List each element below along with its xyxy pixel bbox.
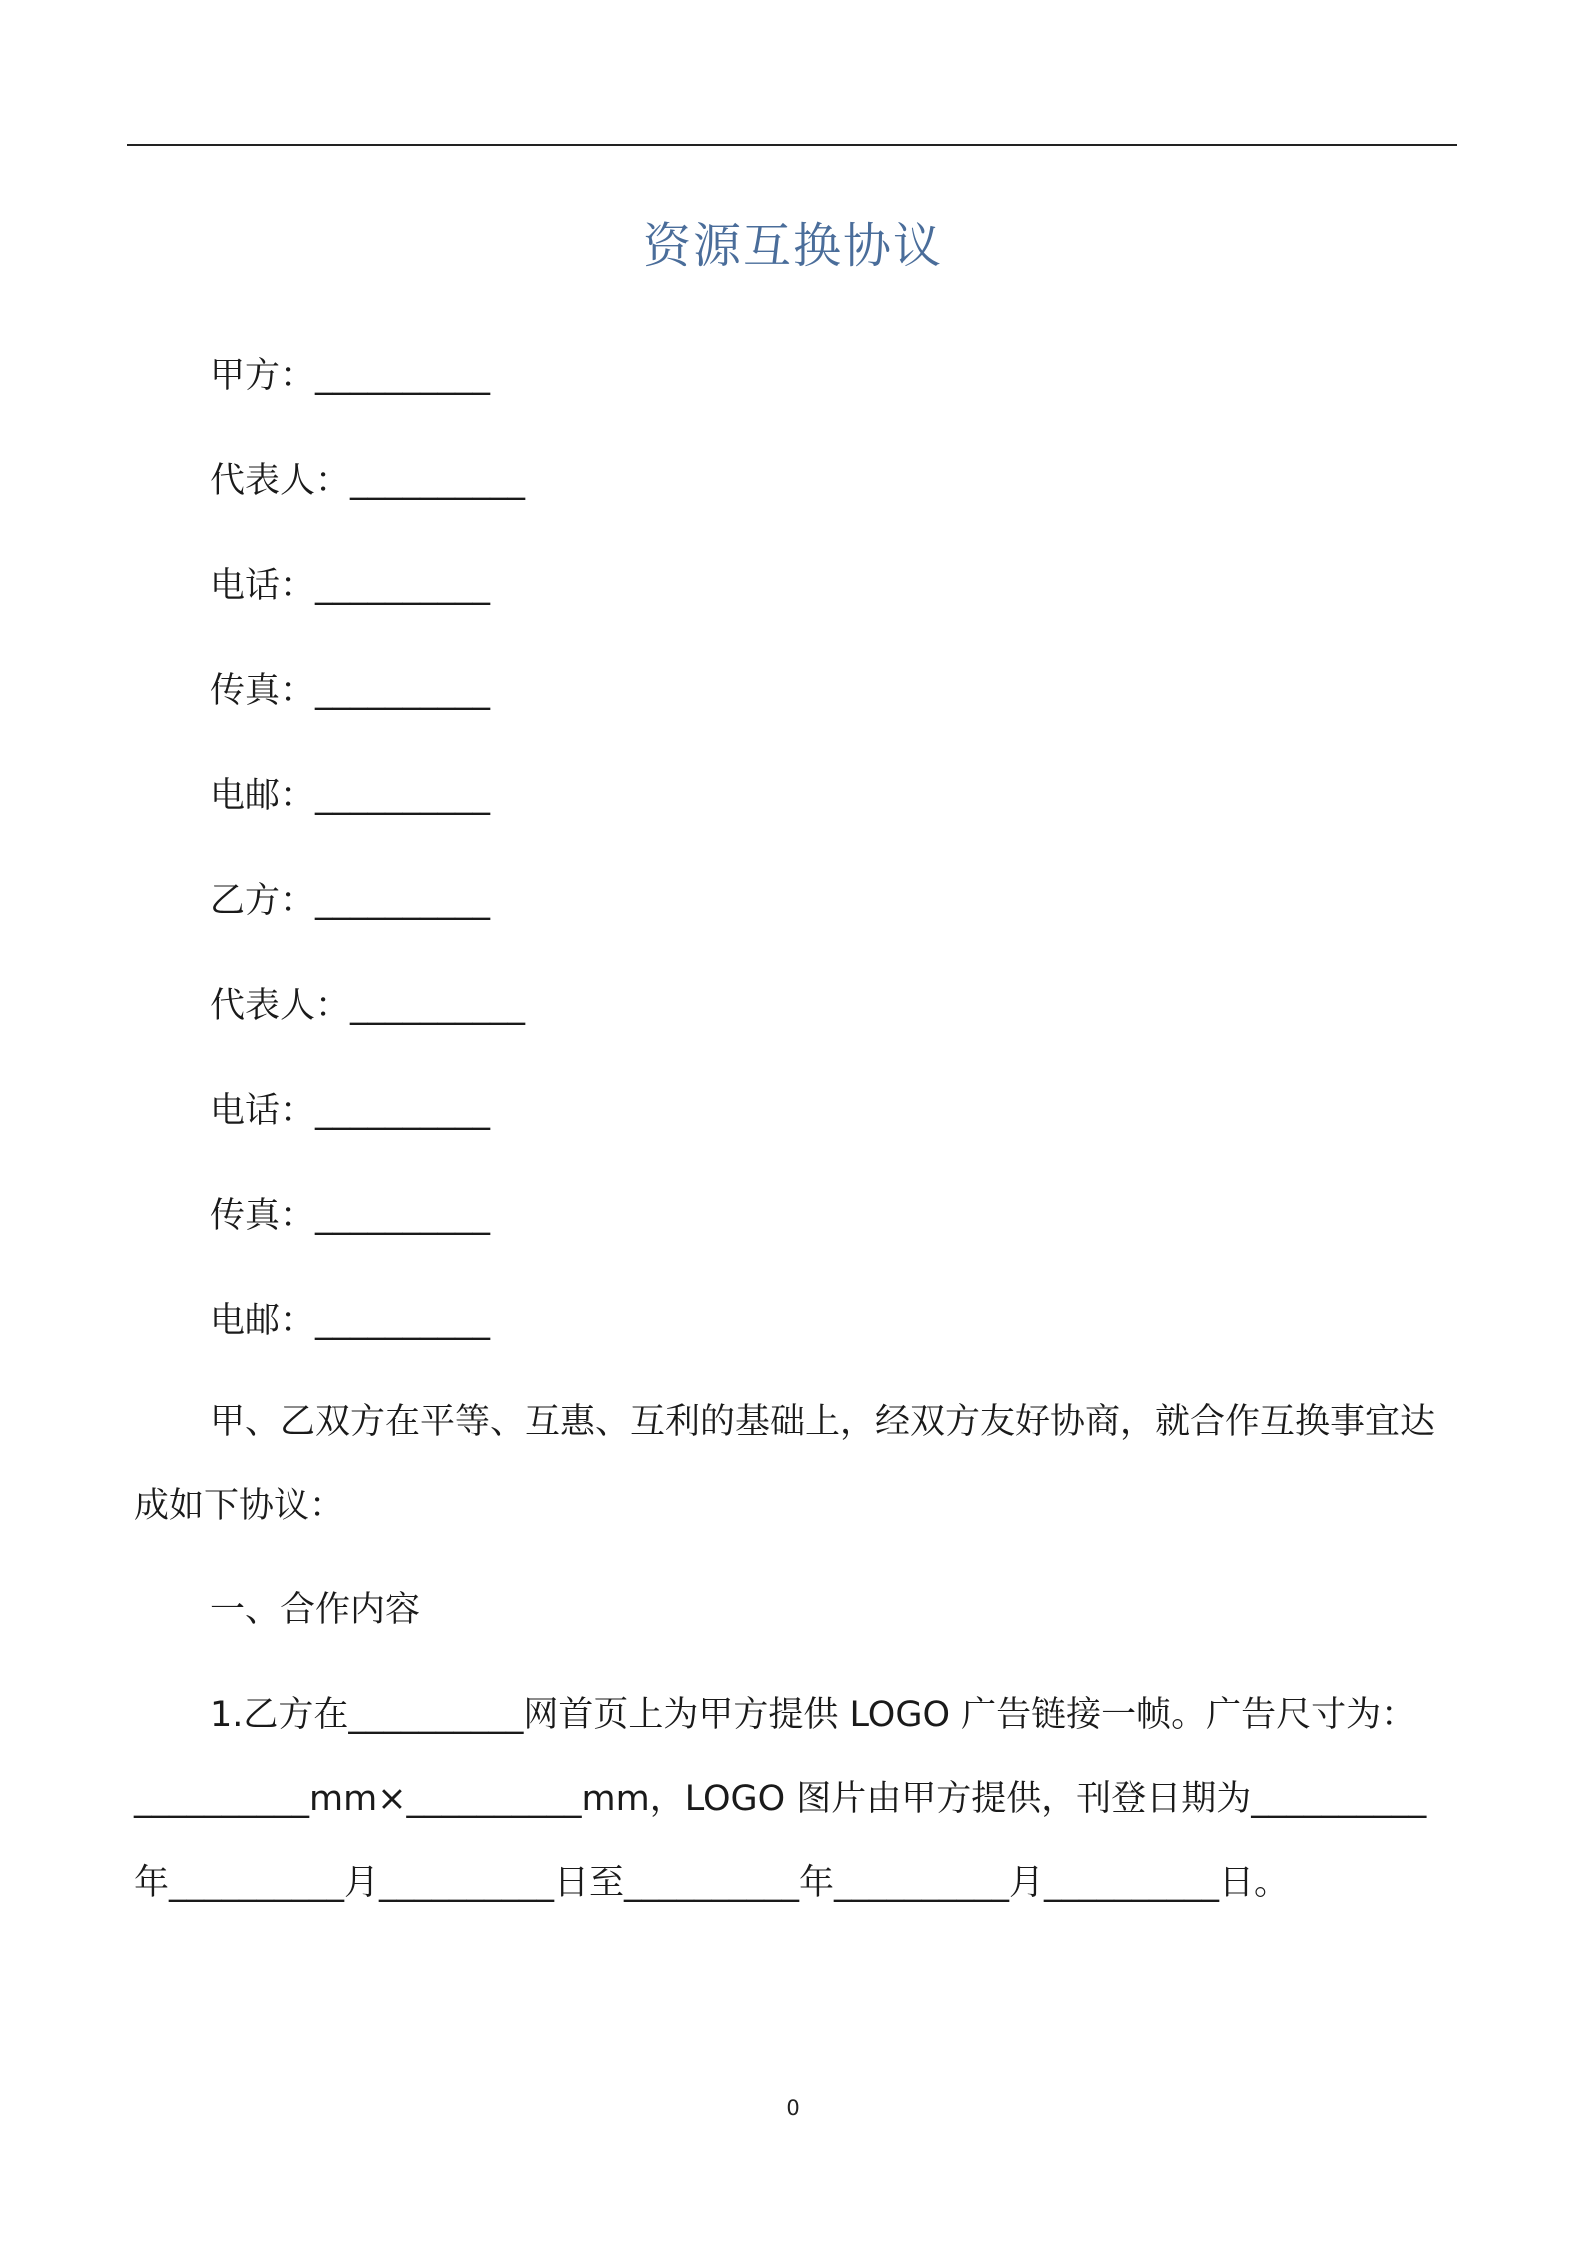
field-blank: __________ xyxy=(315,881,491,921)
field-blank: __________ xyxy=(315,1196,491,1236)
field-party-b-representative xyxy=(210,976,525,1081)
field-blank: __________ xyxy=(350,461,526,501)
field-blank: __________ xyxy=(315,566,491,606)
document-title: 资源互换协议 xyxy=(642,218,943,274)
field-label: 传真： xyxy=(210,1196,316,1236)
field-blank: __________ xyxy=(315,671,491,711)
section-heading-text: 一、合作内容 xyxy=(210,1590,421,1630)
field-blank: __________ xyxy=(350,986,526,1026)
field-blank: __________ xyxy=(315,1301,491,1341)
field-party-a-fax xyxy=(210,661,525,766)
intro-text: 甲、乙双方在平等、互惠、互利的基础上，经双方友好协商，就合作互换事宜达成如下协议： xyxy=(134,1402,1436,1526)
field-label: 乙方： xyxy=(210,881,316,921)
field-blank: __________ xyxy=(315,1091,491,1131)
field-party-a-representative xyxy=(210,451,525,556)
field-party-b-fax xyxy=(210,1186,525,1291)
field-label: 电邮： xyxy=(210,1301,316,1341)
field-blank: __________ xyxy=(315,356,491,396)
field-label: 传真： xyxy=(210,671,316,711)
clause-1-paragraph xyxy=(134,1673,1456,1925)
header-rule xyxy=(127,144,1457,146)
field-label: 电话： xyxy=(210,566,316,606)
intro-paragraph xyxy=(134,1380,1456,1548)
field-party-a xyxy=(210,346,525,451)
page-number: 0 xyxy=(786,2096,800,2120)
field-label: 代表人： xyxy=(210,461,351,501)
field-label: 代表人： xyxy=(210,986,351,1026)
field-party-b-phone xyxy=(210,1081,525,1186)
field-label: 甲方： xyxy=(210,356,316,396)
party-info-list xyxy=(210,346,525,1396)
clause-1-text: 1.乙方在__________网首页上为甲方提供 LOGO 广告链接一帧。广告尺寸为：__________mm×__________mm，LOGO 图片由甲方提供，刊登日期为__________年__________月__________日至__________年__________月__________日。 xyxy=(134,1695,1427,1903)
field-blank: __________ xyxy=(315,776,491,816)
field-label: 电邮： xyxy=(210,776,316,816)
section-heading xyxy=(134,1568,1456,1652)
field-party-b xyxy=(210,871,525,976)
field-party-a-email xyxy=(210,766,525,871)
field-label: 电话： xyxy=(210,1091,316,1131)
field-party-a-phone xyxy=(210,556,525,661)
